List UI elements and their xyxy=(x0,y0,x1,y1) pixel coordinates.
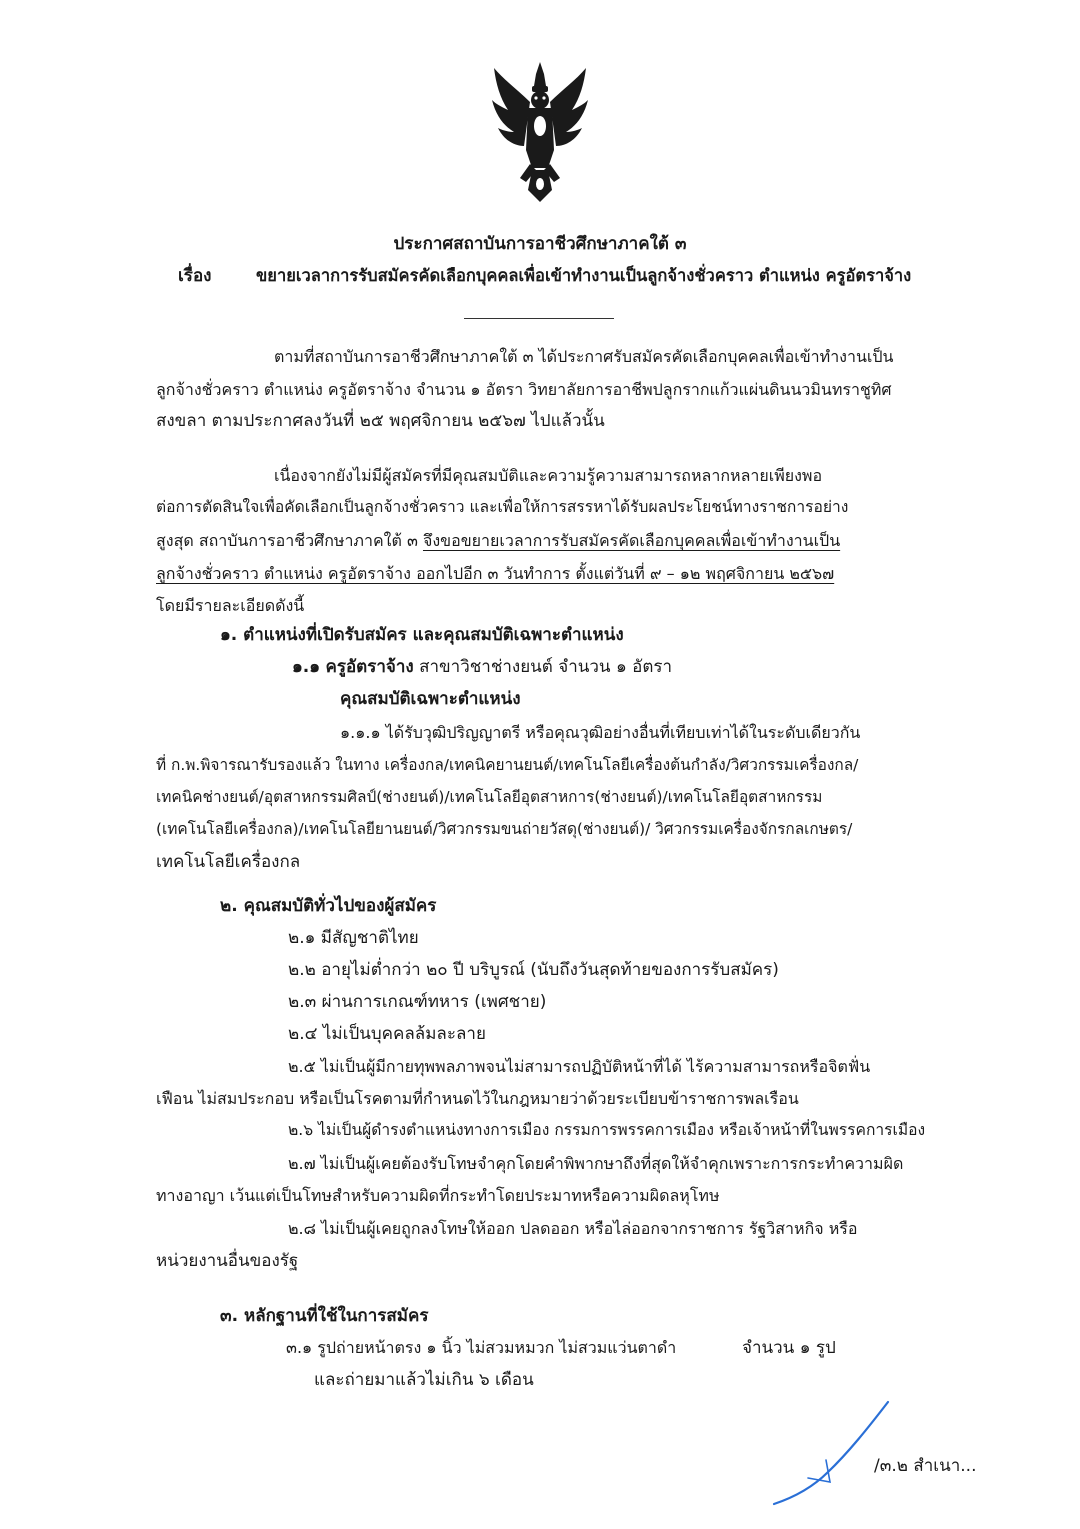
section3-heading: ๓. หลักฐานที่ใช้ในการสมัคร xyxy=(220,1306,429,1326)
qualification-line: เทคนิคช่างยนต์/อุตสาหกรรมศิลป์(ช่างยนต์)/เทคโนโลยีอุตสาหการ(ช่างยนต์)/เทคโนโลยีอุตสาหกรรม xyxy=(156,788,823,806)
para2-line: โดยมีรายละเอียดดังนี้ xyxy=(156,596,305,615)
section1-heading: ๑. ตำแหน่งที่เปิดรับสมัคร และคุณสมบัติเฉพาะตำแหน่ง xyxy=(220,625,624,645)
requirement-item: ๒.๘ ไม่เป็นผู้เคยถูกลงโทษให้ออก ปลดออก หรือไล่ออกจากราชการ รัฐวิสาหกิจ หรือ xyxy=(288,1219,858,1238)
para1-line: ตามที่สถาบันการอาชีวศึกษาภาคใต้ ๓ ได้ประกาศรับสมัครคัดเลือกบุคคลเพื่อเข้าทำงานเป็น xyxy=(274,347,894,366)
para2-line: เนื่องจากยังไม่มีผู้สมัครที่มีคุณสมบัติและความรู้ความสามารถหลากหลายเพียงพอ xyxy=(274,466,823,485)
qualification-heading: คุณสมบัติเฉพาะตำแหน่ง xyxy=(340,689,521,709)
qualification-line: เทคโนโลยีเครื่องกล xyxy=(156,852,301,872)
qualification-line: ๑.๑.๑ ได้รับวุฒิปริญญาตรี หรือคุณวุฒิอย่างอื่นที่เทียบเท่าได้ในระดับเดียวกัน xyxy=(340,723,861,742)
position-item: ๑.๑ ครูอัตราจ้าง สาขาวิชาช่างยนต์ จำนวน ๑ อัตรา xyxy=(292,657,673,677)
document-item-continuation: และถ่ายมาแล้วไม่เกิน ๖ เดือน xyxy=(314,1370,534,1390)
section2-heading: ๒. คุณสมบัติทั่วไปของผู้สมัคร xyxy=(220,896,437,916)
title-divider xyxy=(464,318,614,319)
extension-announcement: จึงขอขยายเวลาการรับสมัครคัดเลือกบุคคลเพื่อเข้าทำงานเป็น xyxy=(422,531,841,550)
para2-line: สูงสุด สถาบันการอาชีวศึกษาภาคใต้ ๓ จึงขอขยายเวลาการรับสมัครคัดเลือกบุคคลเพื่อเข้าทำงานเป็น xyxy=(156,531,841,550)
garuda-emblem-icon xyxy=(490,60,590,205)
document-item: ๓.๑ รูปถ่ายหน้าตรง ๑ นิ้ว ไม่สวมหมวก ไม่สวมแว่นตาดำ xyxy=(286,1338,677,1357)
requirement-item: ๒.๖ ไม่เป็นผู้ดำรงตำแหน่งทางการเมือง กรรมการพรรคการเมือง หรือเจ้าหน้าที่ในพรรคการเมือง xyxy=(288,1121,926,1139)
para2-line: ต่อการตัดสินใจเพื่อคัดเลือกเป็นลูกจ้างชั่วคราว และเพื่อให้การสรรหาได้รับผลประโยชน์ทางราชการอย่าง xyxy=(156,498,849,516)
requirement-item: ๒.๑ มีสัญชาติไทย xyxy=(288,928,419,948)
requirement-item: เฟือน ไม่สมประกอบ หรือเป็นโรคตามที่กำหนดไว้ในกฎหมายว่าด้วยระเบียบข้าราชการพลเรือน xyxy=(156,1089,799,1108)
signature-mark xyxy=(768,1398,898,1508)
para1-line: สงขลา ตามประกาศลงวันที่ ๒๕ พฤศจิกายน ๒๕๖๗ ไปแล้วนั้น xyxy=(156,411,605,431)
position-title: ครูอัตราจ้าง xyxy=(325,657,414,677)
requirement-item: ๒.๗ ไม่เป็นผู้เคยต้องรับโทษจำคุกโดยคำพิพากษาถึงที่สุดให้จำคุกเพราะการกระทำความผิด xyxy=(288,1154,904,1173)
requirement-item: ๒.๓ ผ่านการเกณฑ์ทหาร (เพศชาย) xyxy=(288,992,547,1012)
requirement-item: ทางอาญา เว้นแต่เป็นโทษสำหรับความผิดที่กระทำโดยประมาทหรือความผิดลหุโทษ xyxy=(156,1186,720,1205)
qualification-line: ที่ ก.พ.พิจารณารับรองแล้ว ในทาง เครื่องกล/เทคนิคยานยนต์/เทคโนโลยีเครื่องต้นกำลัง/วิศวกรรมเครื่องกล/ xyxy=(156,756,859,774)
subject-label: เรื่อง xyxy=(178,266,212,286)
extension-dates: ลูกจ้างชั่วคราว ตำแหน่ง ครูอัตราจ้าง ออกไปอีก ๓ วันทำการ ตั้งแต่วันที่ ๙ – ๑๒ พฤศจิกายน ๒๕๖๗ xyxy=(156,564,835,583)
requirement-item: หน่วยงานอื่นของรัฐ xyxy=(156,1251,299,1271)
document-quantity: จำนวน ๑ รูป xyxy=(742,1338,836,1358)
page-continuation: /๓.๒ สำเนา... xyxy=(874,1456,977,1476)
subject-text: ขยายเวลาการรับสมัครคัดเลือกบุคคลเพื่อเข้าทำงานเป็นลูกจ้างชั่วคราว ตำแหน่ง ครูอัตราจ้าง xyxy=(256,266,912,285)
qualification-line: (เทคโนโลยีเครื่องกล)/เทคโนโลยียานยนต์/วิศวกรรมขนถ่ายวัสดุ(ช่างยนต์)/ วิศวกรรมเครื่องจักรกลเกษตร/ xyxy=(156,820,853,838)
requirement-item: ๒.๒ อายุไม่ต่ำกว่า ๒๐ ปี บริบูรณ์ (นับถึงวันสุดท้ายของการรับสมัคร) xyxy=(288,960,779,980)
requirement-item: ๒.๕ ไม่เป็นผู้มีกายทุพพลภาพจนไม่สามารถปฏิบัติหน้าที่ได้ ไร้ความสามารถหรือจิตฟั่น xyxy=(288,1057,871,1076)
para1-line: ลูกจ้างชั่วคราว ตำแหน่ง ครูอัตราจ้าง จำนวน ๑ อัตรา วิทยาลัยการอาชีพปลูกรากแก้วแผ่นดินนวมินทราชูทิศ xyxy=(156,380,892,399)
requirement-item: ๒.๔ ไม่เป็นบุคคลล้มละลาย xyxy=(288,1024,486,1044)
document-title: ประกาศสถาบันการอาชีวศึกษาภาคใต้ ๓ xyxy=(393,234,687,254)
